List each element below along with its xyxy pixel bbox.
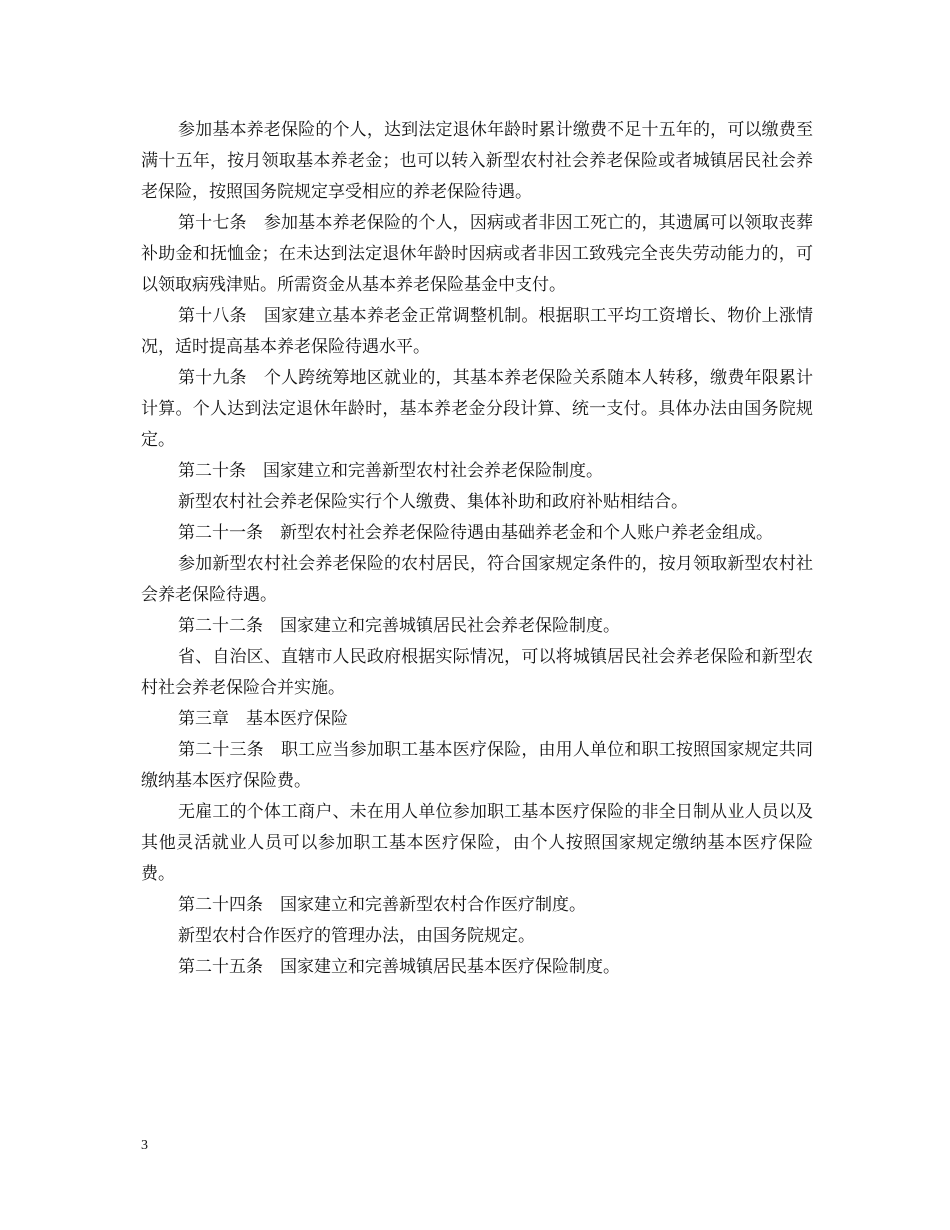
article-25: 第二十五条 国家建立和完善城镇居民基本医疗保险制度。	[178, 957, 620, 977]
article-20: 第二十条 国家建立和完善新型农村社会养老保险制度。	[178, 461, 603, 481]
document-body	[141, 115, 813, 983]
paragraph-1: 参加基本养老保险的个人，达到法定退休年龄时累计缴费不足十五年的，可以缴费至满十五年，按月领取基本养老金；也可以转入新型农村社会养老保险或者城镇居民社会养老保险，按照国务院规定享受相应的养老保险待遇。	[141, 120, 813, 202]
article-21: 第二十一条 新型农村社会养老保险待遇由基础养老金和个人账户养老金组成。	[178, 523, 773, 543]
article-17: 第十七条 参加基本养老保险的个人，因病或者非因工死亡的，其遗属可以领取丧葬补助金和抚恤金；在未达到法定退休年龄时因病或者非因工致残完全丧失劳动能力的，可以领取病残津贴。所需资金从基本养老保险基金中支付。	[141, 213, 813, 295]
paragraph-8: 参加新型农村社会养老保险的农村居民，符合国家规定条件的，按月领取新型农村社会养老保险待遇。	[141, 554, 813, 605]
paragraph-10: 省、自治区、直辖市人民政府根据实际情况，可以将城镇居民社会养老保险和新型农村社会养老保险合并实施。	[141, 647, 813, 698]
article-22: 第二十二条 国家建立和完善城镇居民社会养老保险制度。	[178, 616, 620, 636]
paragraph-6: 新型农村社会养老保险实行个人缴费、集体补助和政府补贴相结合。	[178, 492, 688, 512]
page-number: 3	[141, 1138, 148, 1153]
article-23: 第二十三条 职工应当参加职工基本医疗保险，由用人单位和职工按照国家规定共同缴纳基本医疗保险费。	[141, 740, 813, 791]
chapter-3-heading: 第三章 基本医疗保险	[178, 709, 348, 729]
article-24: 第二十四条 国家建立和完善新型农村合作医疗制度。	[178, 895, 586, 915]
paragraph-13: 无雇工的个体工商户、未在用人单位参加职工基本医疗保险的非全日制从业人员以及其他灵活就业人员可以参加职工基本医疗保险，由个人按照国家规定缴纳基本医疗保险费。	[141, 802, 813, 884]
paragraph-15: 新型农村合作医疗的管理办法，由国务院规定。	[178, 926, 535, 946]
article-18: 第十八条 国家建立基本养老金正常调整机制。根据职工平均工资增长、物价上涨情况，适时提高基本养老保险待遇水平。	[141, 306, 813, 357]
article-19: 第十九条 个人跨统筹地区就业的，其基本养老保险关系随本人转移，缴费年限累计计算。个人达到法定退休年龄时，基本养老金分段计算、统一支付。具体办法由国务院规定。	[141, 368, 813, 450]
